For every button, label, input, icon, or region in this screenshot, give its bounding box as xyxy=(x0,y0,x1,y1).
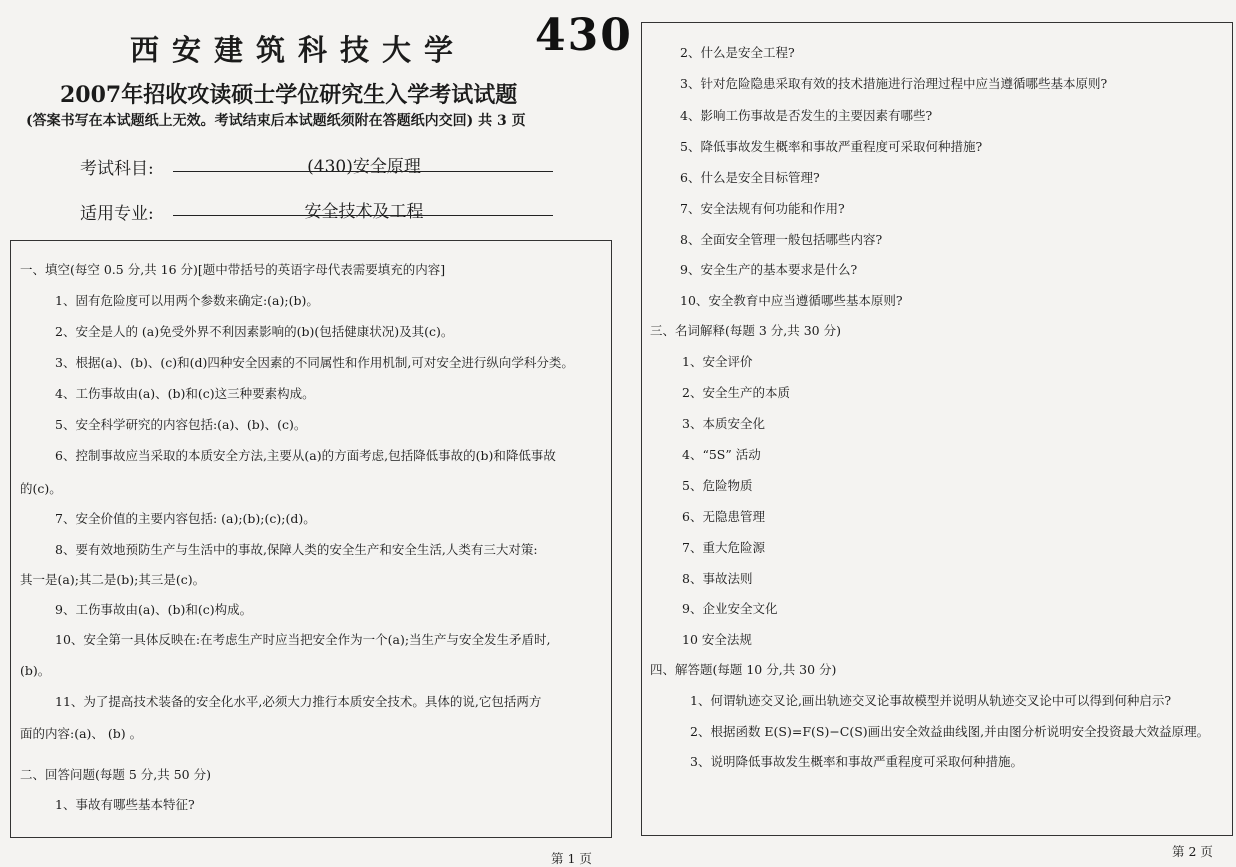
school-name: 西安建筑科技大学 xyxy=(130,33,467,67)
list-item: 7、重大危险源 xyxy=(682,540,765,555)
list-item: 1、固有危险度可以用两个参数来确定:(a);(b)。 xyxy=(55,293,319,308)
list-item: 3、本质安全化 xyxy=(682,416,765,431)
exam-note: (答案书写在本试题纸上无效。考试结束后本试题纸须附在答题纸内交回) 共 3 页 xyxy=(26,113,526,129)
list-item: 11、为了提高技术装备的安全化水平,必须大力推行本质安全技术。具体的说,它包括两方 xyxy=(55,694,542,709)
list-item: 5、危险物质 xyxy=(682,478,753,493)
list-item: 9、企业安全文化 xyxy=(682,601,778,616)
section2-title: 二、回答问题(每题 5 分,共 50 分) xyxy=(20,767,211,782)
list-item: 2、什么是安全工程? xyxy=(680,45,795,60)
list-item: (b)。 xyxy=(20,663,51,678)
list-item: 2、安全生产的本质 xyxy=(682,385,790,400)
list-item: 7、安全价值的主要内容包括: (a);(b);(c);(d)。 xyxy=(55,511,316,526)
list-item: 的(c)。 xyxy=(20,481,62,496)
list-item: 8、事故法则 xyxy=(682,571,753,586)
section3-title: 三、名词解释(每题 3 分,共 30 分) xyxy=(650,323,841,338)
list-item: 5、安全科学研究的内容包括:(a)、(b)、(c)。 xyxy=(55,417,307,432)
major-underline xyxy=(173,215,553,216)
list-item: 2、安全是人的 (a)免受外界不利因素影响的(b)(包括健康状况)及其(c)。 xyxy=(55,324,454,339)
list-item: 10、安全教育中应当遵循哪些基本原则? xyxy=(680,293,903,308)
subject-value: (430)安全原理 xyxy=(307,157,421,177)
list-item: 4、“5S” 活动 xyxy=(682,447,761,462)
section4-title: 四、解答题(每题 10 分,共 30 分) xyxy=(650,662,837,677)
section1-title: 一、填空(每空 0.5 分,共 16 分)[题中带括号的英语字母代表需要填充的内容] xyxy=(20,262,446,277)
list-item: 3、针对危险隐患采取有效的技术措施进行治理过程中应当遵循哪些基本原则? xyxy=(680,76,1108,91)
list-item: 9、工伤事故由(a)、(b)和(c)构成。 xyxy=(55,602,253,617)
list-item: 6、控制事故应当采取的本质安全方法,主要从(a)的方面考虑,包括降低事故的(b)和降低事故 xyxy=(55,448,556,463)
list-item: 7、安全法规有何功能和作用? xyxy=(680,201,845,216)
page-number-left: 第 1 页 xyxy=(551,851,592,866)
major-label: 适用专业: xyxy=(80,204,154,224)
list-item: 8、要有效地预防生产与生活中的事故,保障人类的安全生产和安全生活,人类有三大对策: xyxy=(55,542,538,557)
list-item: 1、事故有哪些基本特征? xyxy=(55,797,195,812)
exam-code: 430 xyxy=(535,10,633,61)
list-item: 6、无隐患管理 xyxy=(682,509,765,524)
list-item: 1、何谓轨迹交叉论,画出轨迹交叉论事故模型并说明从轨迹交叉论中可以得到何种启示? xyxy=(690,693,1172,708)
page-number-right: 第 2 页 xyxy=(1172,844,1213,859)
list-item: 4、影响工伤事故是否发生的主要因素有哪些? xyxy=(680,108,933,123)
list-item: 面的内容:(a)、 (b) 。 xyxy=(20,726,143,741)
list-item: 10 安全法规 xyxy=(682,632,752,647)
subject-label: 考试科目: xyxy=(80,159,154,179)
list-item: 2、根据函数 E(S)=F(S)−C(S)画出安全效益曲线图,并由图分析说明安全投资最大效益原理。 xyxy=(690,724,1210,739)
list-item: 3、根据(a)、(b)、(c)和(d)四种安全因素的不同属性和作用机制,可对安全进行纵向学科分类。 xyxy=(55,355,574,370)
list-item: 9、安全生产的基本要求是什么? xyxy=(680,262,858,277)
list-item: 1、安全评价 xyxy=(682,354,753,369)
list-item: 4、工伤事故由(a)、(b)和(c)这三种要素构成。 xyxy=(55,386,315,401)
subject-underline xyxy=(173,171,553,172)
major-value: 安全技术及工程 xyxy=(304,202,424,222)
list-item: 3、说明降低事故发生概率和事故严重程度可采取何种措施。 xyxy=(690,754,1023,769)
list-item: 8、全面安全管理一般包括哪些内容? xyxy=(680,232,883,247)
list-item: 5、降低事故发生概率和事故严重程度可采取何种措施? xyxy=(680,139,983,154)
list-item: 其一是(a);其二是(b);其三是(c)。 xyxy=(20,572,206,587)
exam-title: 2007年招收攻读硕士学位研究生入学考试试题 xyxy=(60,82,518,108)
list-item: 6、什么是安全目标管理? xyxy=(680,170,820,185)
list-item: 10、安全第一具体反映在:在考虑生产时应当把安全作为一个(a);当生产与安全发生矛盾时, xyxy=(55,632,551,647)
